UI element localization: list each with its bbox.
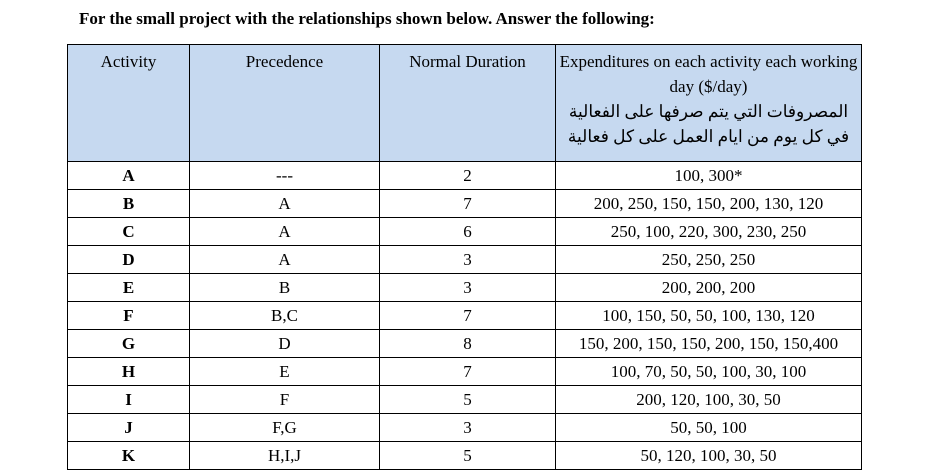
cell-precedence: D [190,330,380,358]
table-row [68,218,862,246]
cell-expenditure: 200, 120, 100, 30, 50 [556,386,862,414]
cell-activity: I [68,386,190,414]
cell-expenditure: 50, 50, 100 [556,414,862,442]
activity-table [67,44,862,470]
cell-expenditure: 100, 150, 50, 50, 100, 130, 120 [556,302,862,330]
table-row [68,162,862,190]
cell-duration: 3 [380,274,556,302]
cell-duration: 8 [380,330,556,358]
cell-duration: 3 [380,414,556,442]
cell-precedence: F [190,386,380,414]
header-duration: Normal Duration [380,45,556,162]
header-expenditure [556,45,862,162]
header-expenditure-ar: المصروفات التي يتم صرفها على الفعالية في كل يوم من ايام العمل على كل فعالية [567,102,850,146]
cell-activity: H [68,358,190,386]
cell-precedence: B [190,274,380,302]
cell-duration: 7 [380,302,556,330]
cell-precedence: B,C [190,302,380,330]
cell-precedence: H,I,J [190,442,380,470]
cell-activity: B [68,190,190,218]
table-row [68,414,862,442]
cell-duration: 6 [380,218,556,246]
cell-activity: J [68,414,190,442]
table-row [68,246,862,274]
cell-expenditure: 50, 120, 100, 30, 50 [556,442,862,470]
table-body [68,162,862,470]
header-expenditure-en: Expenditures on each activity each working day ($/day) [559,52,858,96]
table-row [68,302,862,330]
cell-precedence: --- [190,162,380,190]
table-row [68,442,862,470]
table-row [68,330,862,358]
cell-duration: 5 [380,386,556,414]
cell-precedence: E [190,358,380,386]
cell-precedence: A [190,218,380,246]
cell-expenditure: 100, 70, 50, 50, 100, 30, 100 [556,358,862,386]
cell-expenditure: 200, 250, 150, 150, 200, 130, 120 [556,190,862,218]
cell-activity: C [68,218,190,246]
table-row [68,274,862,302]
cell-precedence: A [190,190,380,218]
cell-activity: D [68,246,190,274]
cell-expenditure: 100, 300* [556,162,862,190]
cell-expenditure: 250, 250, 250 [556,246,862,274]
cell-activity: E [68,274,190,302]
cell-expenditure: 200, 200, 200 [556,274,862,302]
table-row [68,190,862,218]
page-heading: For the small project with the relationships shown below. Answer the following: [79,9,655,28]
cell-activity: G [68,330,190,358]
cell-duration: 2 [380,162,556,190]
cell-activity: K [68,442,190,470]
cell-expenditure: 150, 200, 150, 150, 200, 150, 150,400 [556,330,862,358]
cell-activity: F [68,302,190,330]
cell-precedence: F,G [190,414,380,442]
table-row [68,358,862,386]
header-activity: Activity [68,45,190,162]
cell-duration: 3 [380,246,556,274]
cell-expenditure: 250, 100, 220, 300, 230, 250 [556,218,862,246]
cell-duration: 7 [380,358,556,386]
header-precedence: Precedence [190,45,380,162]
cell-duration: 7 [380,190,556,218]
cell-activity: A [68,162,190,190]
cell-duration: 5 [380,442,556,470]
table-header-row [68,45,862,162]
table-row [68,386,862,414]
cell-precedence: A [190,246,380,274]
